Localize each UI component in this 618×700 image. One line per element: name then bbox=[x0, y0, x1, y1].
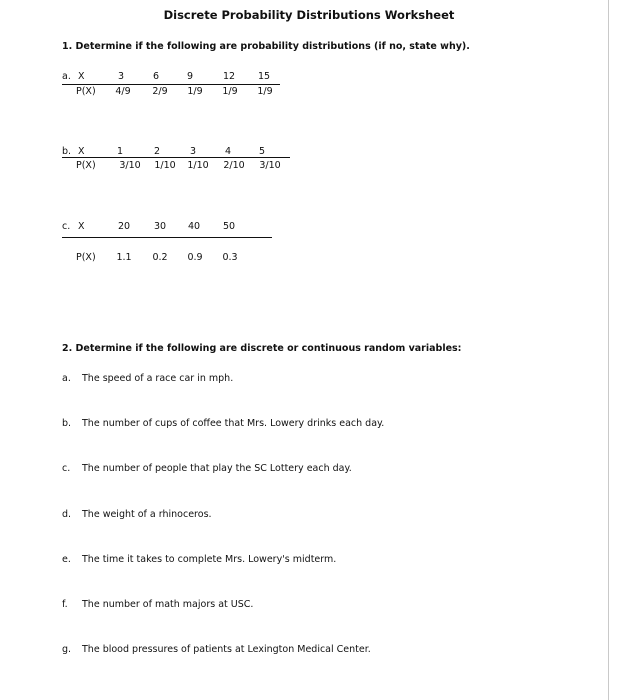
item-letter: f. bbox=[62, 599, 68, 610]
p-label: P(X) bbox=[76, 252, 96, 263]
p-value: 0.3 bbox=[222, 252, 238, 263]
p-value: 1/10 bbox=[154, 160, 176, 171]
p-value: 0.2 bbox=[152, 252, 168, 263]
x-value: 2 bbox=[153, 146, 161, 157]
table-letter: c. bbox=[62, 221, 71, 232]
table-letter: a. bbox=[62, 71, 71, 82]
item-letter: g. bbox=[62, 644, 72, 655]
x-label: X bbox=[78, 221, 85, 232]
x-value: 5 bbox=[258, 146, 266, 157]
x-value: 4 bbox=[224, 146, 232, 157]
item-text: The number of math majors at USC. bbox=[82, 599, 254, 610]
worksheet-title: Discrete Probability Distributions Worksheet bbox=[163, 8, 455, 22]
p-label: P(X) bbox=[76, 86, 96, 97]
item-letter: e. bbox=[62, 554, 71, 565]
x-value: 9 bbox=[186, 71, 194, 82]
item-text: The number of people that play the SC Lottery each day. bbox=[82, 463, 352, 474]
item-letter: d. bbox=[62, 509, 72, 520]
item-text: The speed of a race car in mph. bbox=[82, 373, 234, 384]
p-value: 1/10 bbox=[187, 160, 209, 171]
p-value: 3/10 bbox=[259, 160, 281, 171]
question-2-prompt: 2. Determine if the following are discrete or continuous random variables: bbox=[62, 343, 462, 354]
item-text: The blood pressures of patients at Lexington Medical Center. bbox=[82, 644, 371, 655]
item-letter: c. bbox=[62, 463, 71, 474]
x-value: 20 bbox=[117, 221, 131, 232]
x-label: X bbox=[78, 71, 85, 82]
p-value: 1/9 bbox=[257, 86, 273, 97]
x-value: 12 bbox=[222, 71, 236, 82]
table-rule bbox=[62, 237, 272, 238]
p-value: 2/10 bbox=[223, 160, 245, 171]
x-value: 6 bbox=[152, 71, 160, 82]
p-value: 1/9 bbox=[222, 86, 238, 97]
p-label: P(X) bbox=[76, 160, 96, 171]
x-value: 30 bbox=[153, 221, 167, 232]
x-label: X bbox=[78, 146, 85, 157]
x-value: 3 bbox=[189, 146, 197, 157]
p-value: 0.9 bbox=[187, 252, 203, 263]
table-rule bbox=[62, 157, 290, 158]
item-text: The weight of a rhinoceros. bbox=[82, 509, 212, 520]
p-value: 1.1 bbox=[116, 252, 132, 263]
item-text: The number of cups of coffee that Mrs. Lowery drinks each day. bbox=[82, 418, 385, 429]
question-1-prompt: 1. Determine if the following are probability distributions (if no, state why). bbox=[62, 41, 470, 52]
x-value: 1 bbox=[116, 146, 124, 157]
x-value: 40 bbox=[187, 221, 201, 232]
page-edge bbox=[608, 0, 609, 700]
p-value: 4/9 bbox=[115, 86, 131, 97]
p-value: 1/9 bbox=[187, 86, 203, 97]
x-value: 15 bbox=[257, 71, 271, 82]
item-letter: b. bbox=[62, 418, 72, 429]
item-letter: a. bbox=[62, 373, 71, 384]
x-value: 3 bbox=[117, 71, 125, 82]
table-rule bbox=[62, 84, 280, 85]
p-value: 3/10 bbox=[119, 160, 141, 171]
item-text: The time it takes to complete Mrs. Lowery's midterm. bbox=[82, 554, 337, 565]
x-value: 50 bbox=[222, 221, 236, 232]
table-letter: b. bbox=[62, 146, 72, 157]
p-value: 2/9 bbox=[152, 86, 168, 97]
